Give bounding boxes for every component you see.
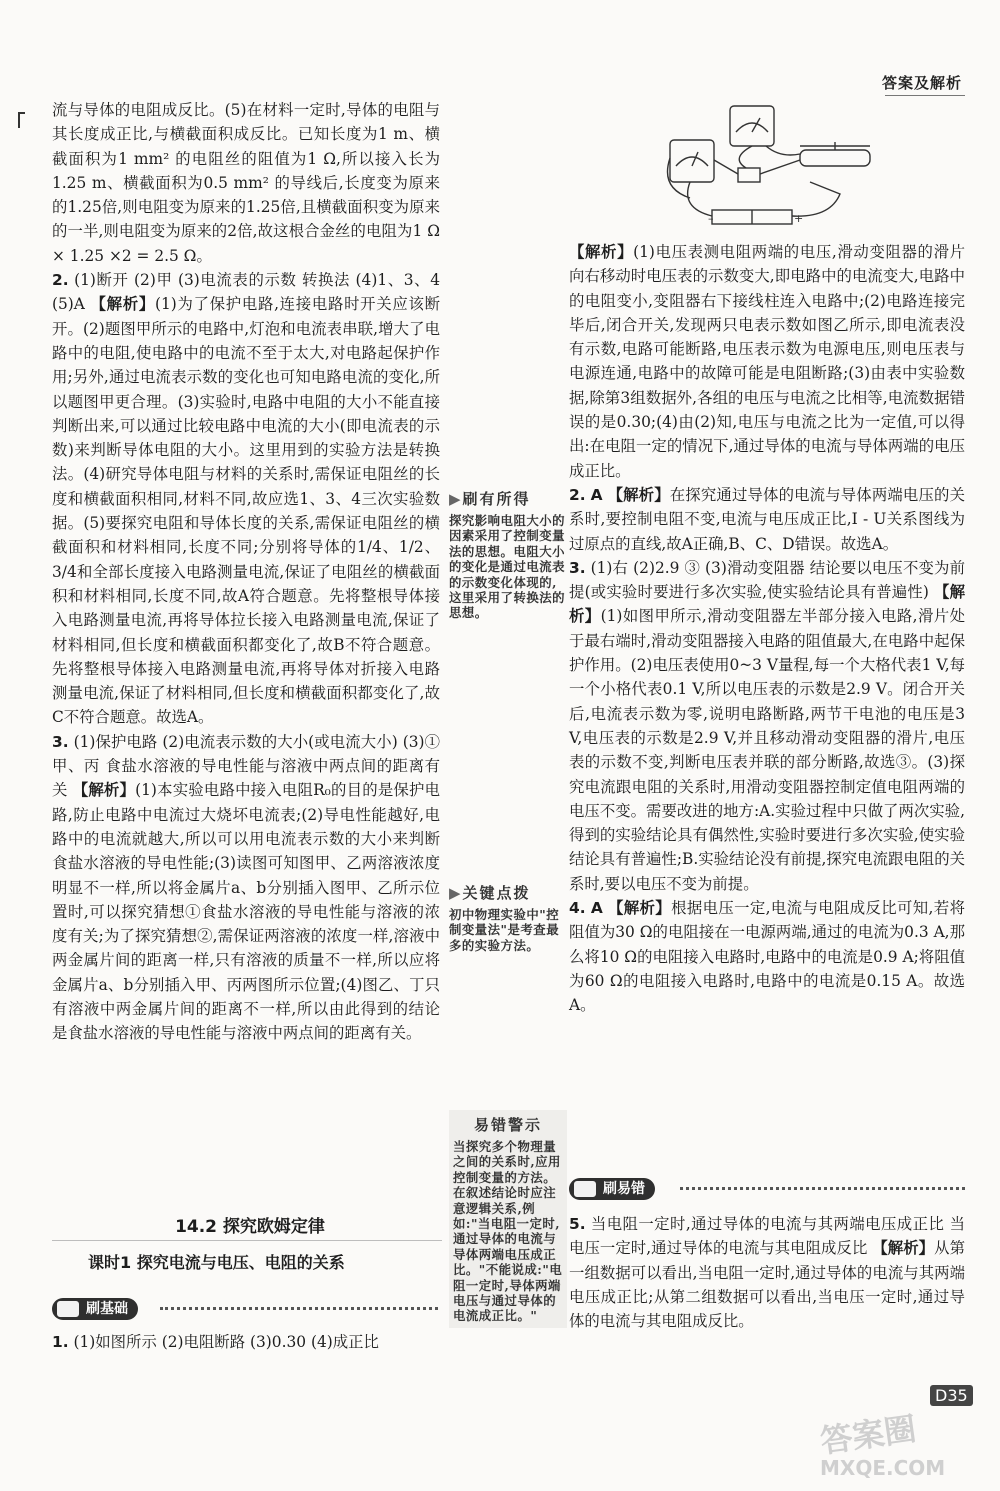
answer-text: (1)右 (2)2.9 ③ (3)滑动变阻器 结论要以电压不变为前提(或实验时要进行多次实验,使实验结论具有普遍性): [569, 558, 965, 602]
side-note-text: 当探究多个物理量之间的关系时,应用控制变量的方法。在叙述结论时应注意逻辑关系,例如:"当电阻一定时,通过导体的电流与导体两端电压成正比。"不能说成:"电阻一定时,导体两端电压与通过导体的电流成正比。": [453, 1139, 563, 1324]
analysis-text: 从第一组数据可以看出,当电阻一定时,通过导体的电流与其两端电压成正比;从第二组数据可以看出,当电压一定时,通过导体的电流与其电阻成反比。: [569, 1239, 965, 1331]
question-number: 3.: [569, 558, 586, 577]
dotted-rule: [680, 1187, 965, 1190]
page-number: D35: [930, 1385, 973, 1406]
question-number: 2.: [52, 271, 69, 290]
right-column: [569, 240, 965, 1018]
circuit-diagram: [660, 98, 880, 233]
arrow-icon: ▶: [449, 490, 463, 508]
badge-label: 刷基础: [86, 1301, 128, 1317]
question-2: [52, 268, 440, 730]
svg-text:–: –: [708, 212, 714, 225]
analysis-text: 根据电压一定,电流与电阻成反比可知,若将阻值为30 Ω的电阻接在一电源两端,通过的电流为0.3 A,那么将10 Ω的电阻接入电路时,电路中的电流是0.9 A;将阻值为60 Ω的电阻接入电路时,电路中的电流是0.15 A。故选A。: [569, 899, 965, 1015]
lesson-title: 课时1 探究电流与电压、电阻的关系: [88, 1253, 345, 1272]
analysis-text: (1)如图甲所示,滑动变阻器左半部分接入电路,滑片处于最右端时,滑动变阻器接入电路的阻值最大,在电路中起保护作用。(2)电压表使用0~3 V量程,每一个大格代表1 V,每一个小格代表0.1 V,所以电压表的示数是2.9 V。闭合开关后,电流表示数为零,说明电路断路,两节干电池的电压是3 V,电压表的示数是2.9 V,并且移动滑动变阻器的滑片,电压表的示数不变,判断电压表并联的部分断路,故选③。(3)探究电流跟电阻的关系时,用滑动变阻器控制定值电阻两端的电压不变。需要改进的地方:A.实验过程中只做了两次实验,得到的实验结论具有偶然性,实验时要进行多次实验,使实验结论具有普遍性;B.实验结论没有前提,探究电流跟电阻的关系时,要以电压不变为前提。: [569, 607, 965, 893]
answer-text: (1)断开 (2)甲 (3)电流表的示数 转换法 (4)1、3、4 (5)A: [52, 271, 440, 314]
side-note-key: [449, 882, 567, 953]
analysis-tag: 【解析】: [607, 485, 670, 504]
answer-text: (1)如图所示 (2)电阻断路 (3)0.30 (4)成正比: [73, 1333, 379, 1351]
analysis-text: (1)本实验电路中接入电阻R₀的目的是保护电路,防止电路中电流过大烧坏电流表;(2)导电性能越好,电路中的电流就越大,所以可以用电流表示数的大小来判断食盐水溶液的导电性能;(3)读图可知图甲、乙两溶液浓度明显不一样,所以将金属片a、b分别插入图甲、乙所示位置时,可以探究猜想①食盐水溶液的导电性能与溶液的浓度有关;为了探究猜想②,需保证两溶液的浓度一样,溶液中两金属片间的距离一样,只有溶液的质量不一样,所以应将金属片a、b分别插入甲、丙两图所示位置;(4)图乙、丁只有溶液中两金属片间的距离不一样,所以由此得到的结论是食盐水溶液的导电性能与溶液中两点间的距离有关。: [52, 781, 440, 1043]
watermark-url: MXQE.COM: [820, 1456, 946, 1480]
analysis-tag: 【解析】: [569, 243, 634, 261]
book-icon: [56, 1300, 80, 1318]
question-2: [569, 483, 965, 556]
voltmeter-icon: [730, 106, 774, 146]
badge-basic: [52, 1298, 138, 1320]
svg-text:+: +: [794, 212, 804, 225]
question-number: 5.: [569, 1215, 586, 1233]
analysis-1: [569, 240, 965, 483]
analysis-tag: 【解析】: [608, 899, 672, 918]
analysis-tag: 【解析】: [569, 583, 965, 626]
analysis-tag: 【解析】: [872, 1239, 935, 1258]
side-note-title: ▶关键点拨: [449, 884, 531, 902]
side-note-gain: [449, 488, 567, 621]
dotted-rule: [160, 1307, 438, 1310]
question-5: [569, 1212, 965, 1333]
paragraph-continued: 流与导体的电阻成反比。(5)在材料一定时,导体的电阻与其长度成正比,与横截面积成反比。已知长度为1 m、横截面积为1 mm² 的电阻丝的阻值为1 Ω,所以接入长为1.25 m、横截面积为0.5 mm² 的导线后,长度变为原来的1.25倍,则电阻变为原来的1.25倍,且横截面积变为原来的一半,则电阻变为原来的2倍,故这根合金丝的电阻为1 Ω × 1.25 ×2 = 2.5 Ω。: [52, 101, 440, 265]
question-number: 3.: [52, 732, 69, 751]
watermark-logo: 答案圈: [818, 1409, 919, 1461]
answer-text: A: [590, 899, 603, 918]
resistor-icon: [738, 168, 760, 182]
book-icon: [573, 1180, 597, 1198]
question-number: 1.: [52, 1333, 69, 1351]
badge-mistake: [569, 1178, 655, 1200]
question-3: [52, 730, 440, 1046]
question-1: [52, 1330, 440, 1354]
analysis-text: 在探究通过导体的电流与导体两端电压的关系时,要控制电阻不变,电流与电压成正比,I - U关系图线为过原点的直线,故A正确,B、C、D错误。故选A。: [569, 485, 965, 553]
analysis-text: (1)电压表测电阻两端的电压,滑动变阻器的滑片向右移动时电压表的示数变大,即电路中的电流变大,电路中的电阻变小,变阻器右下接线柱连入电路中;(2)电路连接完毕后,闭合开关,发现两只电表示数如图乙所示,即电流表没有示数,电路可能断路,电压表示数为电源电压,则电压表与电源连通,电路中的故障可能是电阻断路;(3)由表中实验数据,除第3组数据外,各组的电压与电流之比相等,电流数据错误的是0.30;(4)由(2)知,电压与电流之比为一定值,可以得出:在电阻一定的情况下,通过导体的电流与导体两端的电压成正比。: [569, 243, 965, 480]
answer-text: (1)保护电路 (2)电流表示数的大小(或电流大小) (3)① 甲、丙 食盐水溶液的导电性能与溶液中两点间的距离有关: [52, 732, 440, 800]
arrow-icon: ▶: [449, 884, 463, 902]
page-header: 答案及解析: [881, 74, 962, 92]
answer-text: A: [590, 485, 603, 504]
analysis-tag: 【解析】: [72, 781, 136, 800]
corner-mark: [18, 112, 25, 128]
side-note-title: 易错警示: [473, 1116, 542, 1134]
rheostat-icon: [800, 150, 870, 166]
left-column: [52, 98, 440, 1046]
section-title: 14.2 探究欧姆定律: [175, 1217, 325, 1237]
question-number: 4.: [569, 899, 586, 918]
analysis-text: (1)为了保护电路,连接电路时开关应该断开。(2)题图甲所示的电路中,灯泡和电流表串联,增大了电路中的电阻,使电路中的电流不至于太大,对电路起保护作用;另外,通过电流表示数的变化也可知电路电流的变化,所以题图甲更合理。(3)实验时,电路中电阻的大小不能直接判断出来,可以通过比较电路中电流的大小(即电流表的示数)来判断导体电阻的大小。这里用到的实验方法是转换法。(4)研究导体电阻与材料的关系时,需保证电阻丝的长度和横截面积相同,材料不同,故应选1、3、4三次实验数据。(5)要探究电阻和导体长度的关系,需保证电阻丝的横截面积和材料相同,长度不同;分别将导体的1/4、1/2、3/4和全部长度接入电路测量电流,保证了电阻丝的横截面积和材料相同,长度不同,故A符合题意。先将整根导体接入电路测量电流,再将导体拉长接入电路测量电流,保证了材料相同,但长度和横截面积都变化了,故B不符合题意。先将整根导体接入电路测量电流,再将导体对折接入电路测量电流,保证了材料相同,但长度和横截面积都变化了,故C不符合题意。故选A。: [52, 295, 440, 727]
side-note-text: 探究影响电阻大小的因素采用了控制变量法的思想。电阻大小的变化是通过电流表的示数变化体现的,这里采用了转换法的思想。: [449, 513, 566, 621]
question-4: [569, 896, 965, 1017]
analysis-tag: 【解析】: [90, 295, 155, 314]
side-note-warning: [449, 1110, 567, 1328]
answer-text: 当电阻一定时,通过导体的电流与其两端电压成正比 当电压一定时,通过导体的电流与其电阻成反比: [569, 1215, 965, 1258]
side-note-box: [449, 1110, 567, 1328]
question-3: [569, 556, 965, 896]
ammeter-icon: [670, 140, 714, 182]
side-note-text: 初中物理实验中"控制变量法"是考查最多的实验方法。: [449, 907, 560, 953]
section-rule: [52, 1240, 442, 1241]
badge-label: 刷易错: [603, 1181, 645, 1197]
side-note-title: ▶刷有所得: [449, 490, 531, 508]
header-rule: [885, 95, 965, 96]
question-number: 2.: [569, 485, 586, 504]
